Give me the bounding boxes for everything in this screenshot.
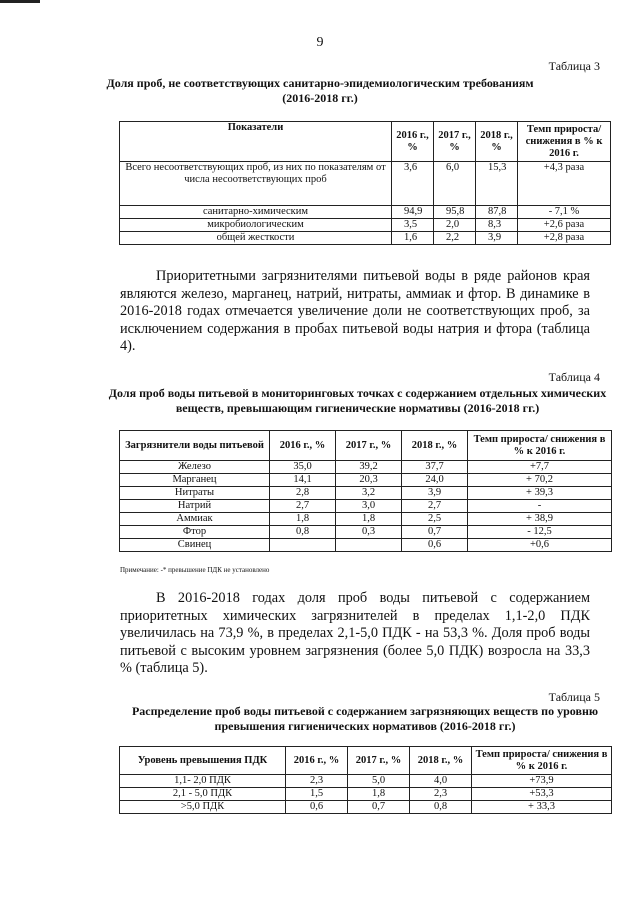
table3-cell-2018: 8,3 (476, 219, 518, 232)
table4-cell-2018: 2,5 (402, 513, 468, 526)
table3-cell-label: общей жесткости (120, 232, 392, 245)
table4-cell-2018: 2,7 (402, 500, 468, 513)
table3-cell-2017: 95,8 (434, 206, 476, 219)
table4-cell-2018: 0,6 (402, 539, 468, 552)
table3-cell-2016: 3,6 (392, 162, 434, 206)
table4-cell-2016: 0,8 (270, 526, 336, 539)
table-row (120, 487, 612, 500)
table3-header-2016: 2016 г., % (392, 122, 434, 162)
table3-cell-change: +2,8 раза (518, 232, 611, 245)
table-row (120, 539, 612, 552)
table3-header-2018: 2018 г., % (476, 122, 518, 162)
table3-cell-2016: 1,6 (392, 232, 434, 245)
table4-cell-change: + 70,2 (468, 474, 612, 487)
table5-title: Распределение проб воды питьевой с содержанием загрязняющих веществ по уровню превышения гигиенических нормативов (2016-2018 гг.) (131, 704, 599, 733)
table5-cell-change: +73,9 (472, 775, 612, 788)
table5-header-2017: 2017 г., % (348, 747, 410, 775)
table-row (120, 232, 611, 245)
table-row (120, 474, 612, 487)
table4-cell-label: Свинец (120, 539, 270, 552)
body-paragraph-1 (120, 268, 590, 356)
table4-cell-change: - 12,5 (468, 526, 612, 539)
table4-cell-2018: 0,7 (402, 526, 468, 539)
table3-header-indicators: Показатели (120, 122, 392, 162)
table4-header-2016: 2016 г., % (270, 431, 336, 461)
table3-cell-label: санитарно-химическим (120, 206, 392, 219)
table4-cell-label: Нитраты (120, 487, 270, 500)
table5-header-2016: 2016 г., % (286, 747, 348, 775)
table-row (120, 219, 611, 232)
table3-cell-2018: 15,3 (476, 162, 518, 206)
table-row (120, 513, 612, 526)
paragraph-text: В 2016-2018 годах доля проб воды питьевой с содержанием приоритетных химических загрязнителей в пределах 1,1-2,0 ПДК увеличилась на 73,9 %, в пределах 2,1-5,0 ПДК - на 53,3 %. Доля проб воды питьевой с высоким уровнем загрязнения (более 5,0 ПДК) возросла на 33,3 % (таблица 5). (120, 590, 590, 676)
table5-cell-2018: 0,8 (410, 801, 472, 814)
table5-cell-2016: 1,5 (286, 788, 348, 801)
table4-cell-2018: 3,9 (402, 487, 468, 500)
table4-cell-label: Аммиак (120, 513, 270, 526)
table3-cell-2016: 3,5 (392, 219, 434, 232)
table5-cell-label: 1,1- 2,0 ПДК (120, 775, 286, 788)
table3-header-change: Темп прироста/ снижения в % к 2016 г. (518, 122, 611, 162)
table4-cell-2017: 3,0 (336, 500, 402, 513)
table-row (120, 206, 611, 219)
table5-cell-2016: 0,6 (286, 801, 348, 814)
table4-label: Таблица 4 (548, 370, 600, 384)
table4-cell-2017: 1,8 (336, 513, 402, 526)
table3-cell-change: - 7,1 % (518, 206, 611, 219)
table5-header-change: Темп прироста/ снижения в % к 2016 г. (472, 747, 612, 775)
table4-header-2018: 2018 г., % (402, 431, 468, 461)
table-row (120, 162, 611, 206)
table5-cell-label: >5,0 ПДК (120, 801, 286, 814)
table4-cell-change: +0,6 (468, 539, 612, 552)
table4-cell-change: +7,7 (468, 461, 612, 474)
table-row (120, 788, 612, 801)
table5-cell-2017: 1,8 (348, 788, 410, 801)
table5 (119, 746, 612, 814)
table4-cell-2017: 0,3 (336, 526, 402, 539)
table4-header-2017: 2017 г., % (336, 431, 402, 461)
table4-cell-2018: 24,0 (402, 474, 468, 487)
table3-title: Доля проб, не соответствующих санитарно-эпидемиологическим требованиям (2016-2018 гг.) (106, 76, 534, 105)
table3-cell-2018: 87,8 (476, 206, 518, 219)
table5-header-row (120, 747, 612, 775)
table4-cell-change: + 39,3 (468, 487, 612, 500)
body-paragraph-2 (120, 590, 590, 678)
table4-note: Примечание: -* превышение ПДК не установлено (120, 566, 270, 574)
table4-cell-label: Марганец (120, 474, 270, 487)
table4-header-row (120, 431, 612, 461)
table4-cell-2016: 2,7 (270, 500, 336, 513)
table3-cell-2017: 6,0 (434, 162, 476, 206)
table5-cell-label: 2,1 - 5,0 ПДК (120, 788, 286, 801)
paragraph-text: Приоритетными загрязнителями питьевой воды в ряде районов края являются железо, марганец, натрий, нитраты, аммиак и фтор. В динамике в 2016-2018 годах отмечается увеличение доли не соответствующих проб, за исключением содержания в пробах питьевой воды натрия и фтора (таблица 4). (120, 268, 590, 354)
table-row (120, 461, 612, 474)
table5-cell-2018: 4,0 (410, 775, 472, 788)
table4-cell-2016: 35,0 (270, 461, 336, 474)
table5-cell-2017: 5,0 (348, 775, 410, 788)
table3-cell-label: Всего несоответствующих проб, из них по показателям от числа несоответствующих проб (120, 162, 392, 206)
table4-cell-2017: 20,3 (336, 474, 402, 487)
table5-cell-2016: 2,3 (286, 775, 348, 788)
table3-cell-change: +4,3 раза (518, 162, 611, 206)
table3 (119, 121, 611, 245)
table4-cell-2017 (336, 539, 402, 552)
table4-cell-2016 (270, 539, 336, 552)
table4-cell-2017: 3,2 (336, 487, 402, 500)
table3-cell-label: микробиологическим (120, 219, 392, 232)
table5-cell-2018: 2,3 (410, 788, 472, 801)
table5-cell-change: + 33,3 (472, 801, 612, 814)
table3-cell-2016: 94,9 (392, 206, 434, 219)
table3-label: Таблица 3 (548, 59, 600, 73)
table4-cell-2016: 14,1 (270, 474, 336, 487)
table-row (120, 801, 612, 814)
table3-header-row (120, 122, 611, 162)
table3-cell-2018: 3,9 (476, 232, 518, 245)
scan-edge-mark (0, 0, 40, 3)
table4-cell-2016: 1,8 (270, 513, 336, 526)
table5-cell-change: +53,3 (472, 788, 612, 801)
table3-cell-2017: 2,2 (434, 232, 476, 245)
table3-cell-change: +2,6 раза (518, 219, 611, 232)
table4-cell-change: - (468, 500, 612, 513)
table4-title: Доля проб воды питьевой в мониторинговых точках с содержанием отдельных химических веществ, превышающим гигиенические нормативы (2016-2018 гг.) (108, 386, 607, 415)
table4-header-pollutants: Загрязнители воды питьевой (120, 431, 270, 461)
table4-cell-2018: 37,7 (402, 461, 468, 474)
table3-header-2017: 2017 г., % (434, 122, 476, 162)
table4-cell-label: Железо (120, 461, 270, 474)
table3-cell-2017: 2,0 (434, 219, 476, 232)
table-row (120, 775, 612, 788)
table4-cell-2016: 2,8 (270, 487, 336, 500)
table4-cell-change: + 38,9 (468, 513, 612, 526)
page-number: 9 (316, 35, 324, 50)
table5-header-level: Уровень превышения ПДК (120, 747, 286, 775)
table-row (120, 500, 612, 513)
table5-label: Таблица 5 (548, 690, 600, 704)
table4-cell-2017: 39,2 (336, 461, 402, 474)
table4-cell-label: Натрий (120, 500, 270, 513)
table-row (120, 526, 612, 539)
table5-header-2018: 2018 г., % (410, 747, 472, 775)
table4-cell-label: Фтор (120, 526, 270, 539)
table4 (119, 430, 612, 552)
table4-header-change: Темп прироста/ снижения в % к 2016 г. (468, 431, 612, 461)
table5-cell-2017: 0,7 (348, 801, 410, 814)
